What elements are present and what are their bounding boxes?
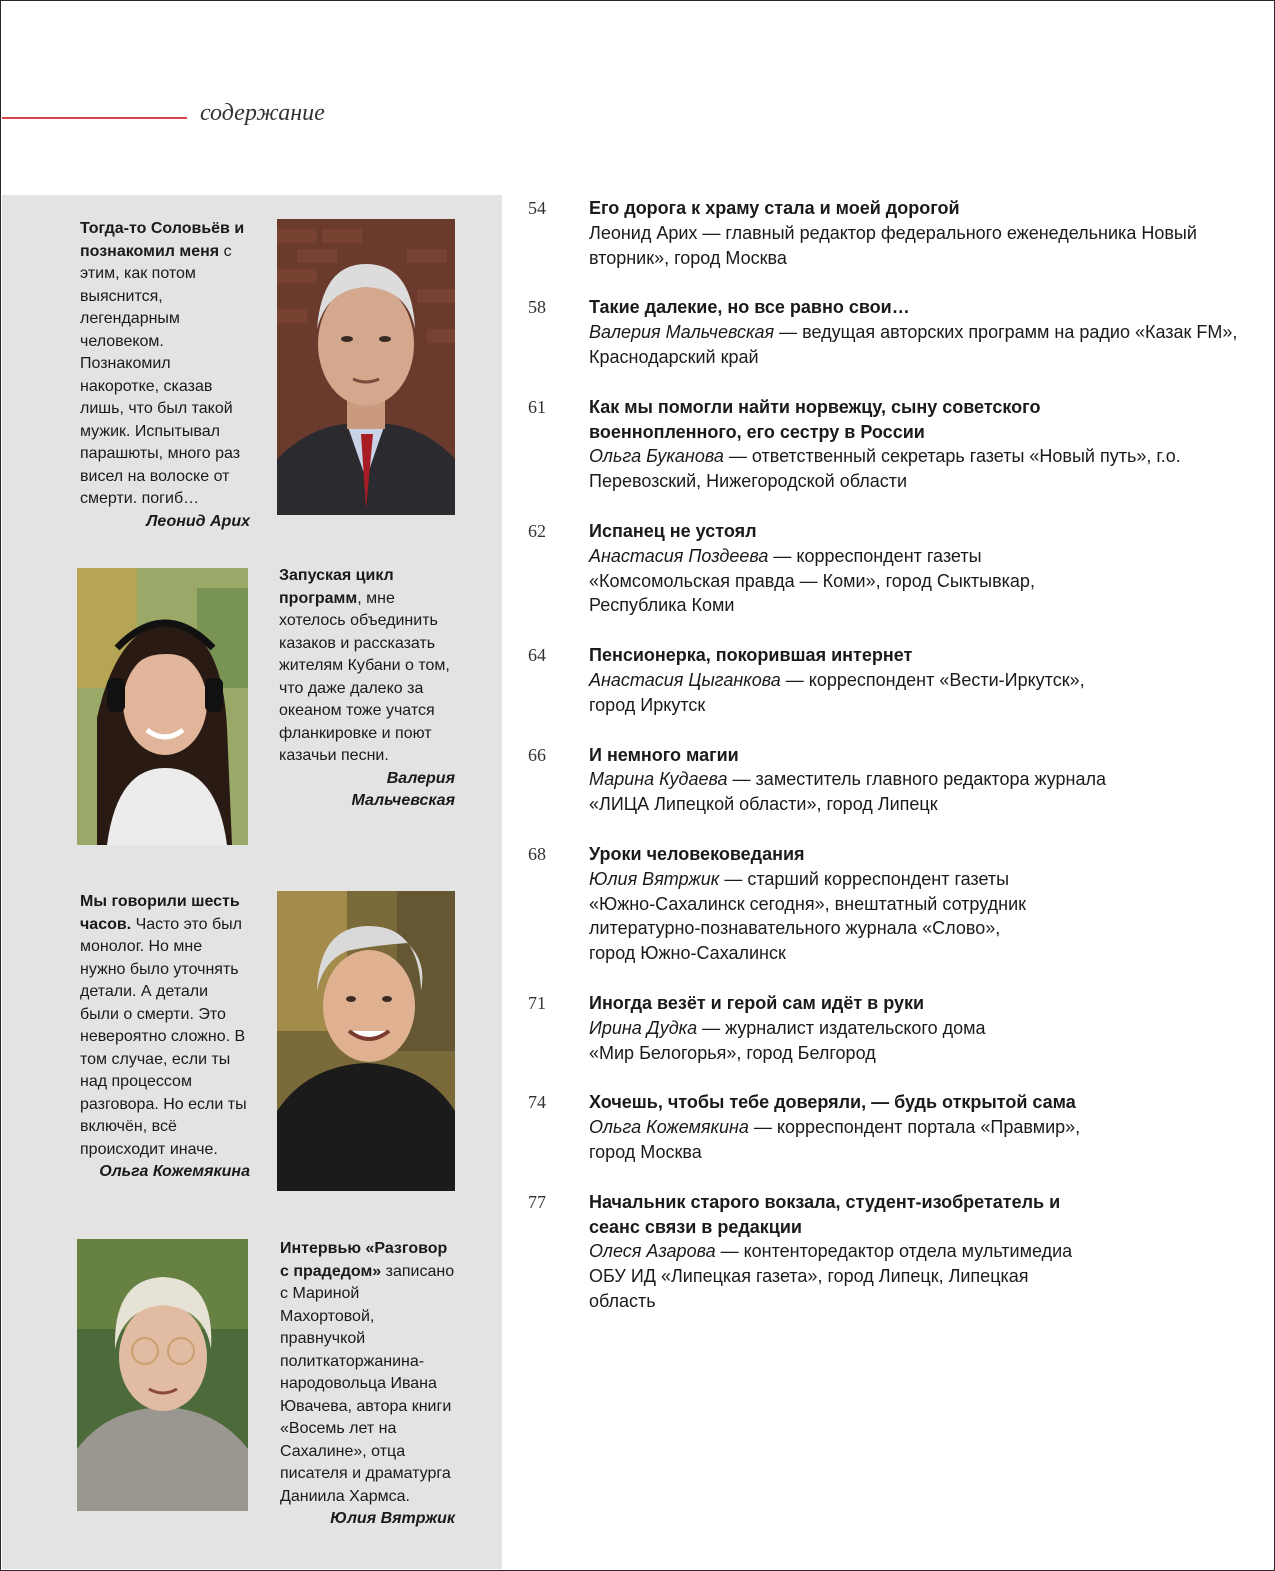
portrait-photo-arikh bbox=[277, 219, 455, 515]
header-rule bbox=[2, 117, 187, 119]
quote-malchevskaya bbox=[279, 565, 455, 813]
toc-author: Ольга Буканова bbox=[589, 446, 724, 467]
toc-description: — корреспондент газеты «Комсомольская правда — Коми», город Сыктывкар, Республика Коми bbox=[589, 545, 1035, 616]
toc-description: — старший корреспондент газеты «Южно-Сахалинск сегодня», внештатный сотрудник литературно-познавательного журнала «Слово», город Южно-Сахалинск bbox=[589, 868, 1027, 964]
toc-description: — журналист издательского дома «Мир Белогорья», город Белгород bbox=[589, 1017, 986, 1063]
toc-author: Валерия Мальчевская bbox=[589, 322, 775, 343]
toc-page-number: 74 bbox=[528, 1092, 546, 1113]
toc-description: — контенторедактор отдела мультимедиа ОБУ ИД «Липецкая газета», город Липецк, Липецкая область bbox=[589, 1241, 1073, 1311]
toc-entry[interactable] bbox=[528, 643, 1258, 717]
toc-title[interactable]: Испанец не устоял bbox=[589, 520, 757, 541]
toc-entry[interactable] bbox=[528, 743, 1258, 817]
toc-description: — главный редактор федерального еженедельника Новый вторник», город Москва bbox=[589, 222, 1197, 268]
toc-title[interactable]: И немного магии bbox=[589, 744, 739, 765]
quote-kozhemyakina bbox=[80, 891, 250, 1184]
toc-page-number: 64 bbox=[528, 645, 546, 666]
toc-entry[interactable] bbox=[528, 842, 1258, 966]
toc-description: — ответственный секретарь газеты «Новый путь», г.о. Перевозский, Нижегородской области bbox=[589, 446, 1181, 492]
toc-page-number: 71 bbox=[528, 992, 546, 1013]
toc-page-number: 68 bbox=[528, 843, 546, 864]
toc-title[interactable]: Такие далекие, но все равно свои… bbox=[589, 297, 910, 318]
toc-description: — корреспондент «Вести-Иркутск», город Иркутск bbox=[589, 669, 1085, 715]
toc-entry[interactable] bbox=[528, 395, 1258, 494]
quote-author: Валерия Мальчевская bbox=[351, 769, 455, 809]
toc-author: Анастасия Поздеева bbox=[589, 545, 769, 566]
toc-entry[interactable] bbox=[528, 196, 1258, 270]
table-of-contents bbox=[528, 196, 1258, 1339]
quote-author: Ольга Кожемякина bbox=[99, 1163, 250, 1180]
toc-page-number: 61 bbox=[528, 396, 546, 417]
toc-title[interactable]: Пенсионерка, покорившая интернет bbox=[589, 645, 913, 666]
toc-description: — ведущая авторских программ на радио «Казак FM», Краснодарский край bbox=[589, 322, 1238, 367]
quote-text: с этим, как потом выяснится, легендарным человеком. Познакомил накоротке, сказав лишь, что был такой мужик. Испытывал парашюты, много раз висел на волоске от смерти. погиб… bbox=[80, 242, 241, 507]
toc-page-number: 58 bbox=[528, 297, 546, 318]
portrait-photo-kozhemyakina bbox=[277, 891, 455, 1191]
toc-author: Марина Кудаева bbox=[589, 769, 728, 790]
quote-text: записано с Мариной Махортовой, правнучкой политкаторжанина-народовольца Ивана Ювачева, автора книги «Восемь лет на Сахалине», отца писателя и драматурга Даниила Хармса. bbox=[280, 1262, 455, 1505]
toc-entry[interactable] bbox=[528, 295, 1258, 369]
toc-title[interactable]: Уроки человековедания bbox=[589, 843, 805, 864]
toc-page-number: 66 bbox=[528, 744, 546, 765]
toc-author: Юлия Вятржик bbox=[589, 868, 720, 889]
quote-lead: Мы говорили шесть часов. bbox=[80, 893, 240, 933]
portrait-photo-vyatrzhik bbox=[77, 1239, 248, 1511]
toc-author: Олеся Азарова bbox=[589, 1241, 716, 1262]
quote-lead: Запуская цикл программ bbox=[279, 567, 394, 607]
toc-author: Ирина Дудка bbox=[589, 1017, 698, 1038]
quote-text: , мне хотелось объединить казаков и рассказать жителям Кубани о том, что даже далеко за океаном тоже учатся фланкировке и поют казачьи песни. bbox=[279, 589, 450, 764]
quote-text: Часто это был монолог. Но мне нужно было уточнять детали. А детали были о смерти. Это невероятно сложно. В том случае, если ты над процессом разговора. Но если ты включён, всё происходит иначе. bbox=[80, 915, 247, 1158]
toc-entry[interactable] bbox=[528, 519, 1258, 618]
toc-title[interactable]: Иногда везёт и герой сам идёт в руки bbox=[589, 992, 925, 1013]
toc-page-number: 62 bbox=[528, 520, 546, 541]
toc-title[interactable]: Начальник старого вокзала, студент-изобретатель и сеанс связи в редакции bbox=[589, 1191, 1061, 1237]
toc-author: Леонид Арих bbox=[589, 222, 698, 243]
quote-lead: Тогда-то Соловьёв и познакомил меня bbox=[80, 220, 245, 260]
quote-author: Леонид Арих bbox=[146, 512, 250, 530]
toc-entry[interactable] bbox=[528, 1190, 1258, 1314]
quote-vyatrzhik bbox=[280, 1238, 455, 1531]
toc-entry[interactable] bbox=[528, 991, 1258, 1065]
toc-entry[interactable] bbox=[528, 1090, 1258, 1164]
toc-page-number: 77 bbox=[528, 1191, 546, 1212]
quote-lead: Интервью «Разговор с прадедом» bbox=[280, 1240, 448, 1280]
toc-title[interactable]: Как мы помогли найти норвежцу, сыну советского военнопленного, его сестру в России bbox=[589, 396, 1041, 442]
section-title: содержание bbox=[200, 100, 325, 126]
toc-title[interactable]: Хочешь, чтобы тебе доверяли, — будь открытой сама bbox=[589, 1092, 1076, 1113]
toc-author: Ольга Кожемякина bbox=[589, 1117, 749, 1138]
toc-author: Анастасия Цыганкова bbox=[589, 669, 781, 690]
portrait-photo-malchevskaya bbox=[77, 568, 248, 845]
toc-description: — корреспондент портала «Правмир», город Москва bbox=[589, 1117, 1081, 1162]
toc-page-number: 54 bbox=[528, 198, 546, 218]
quote-arikh bbox=[80, 218, 250, 533]
toc-description: — заместитель главного редактора журнала «ЛИЦА Липецкой области», город Липецк bbox=[589, 769, 1107, 815]
quote-author: Юлия Вятржик bbox=[330, 1510, 455, 1527]
toc-title[interactable]: Его дорога к храму стала и моей дорогой bbox=[589, 198, 960, 218]
